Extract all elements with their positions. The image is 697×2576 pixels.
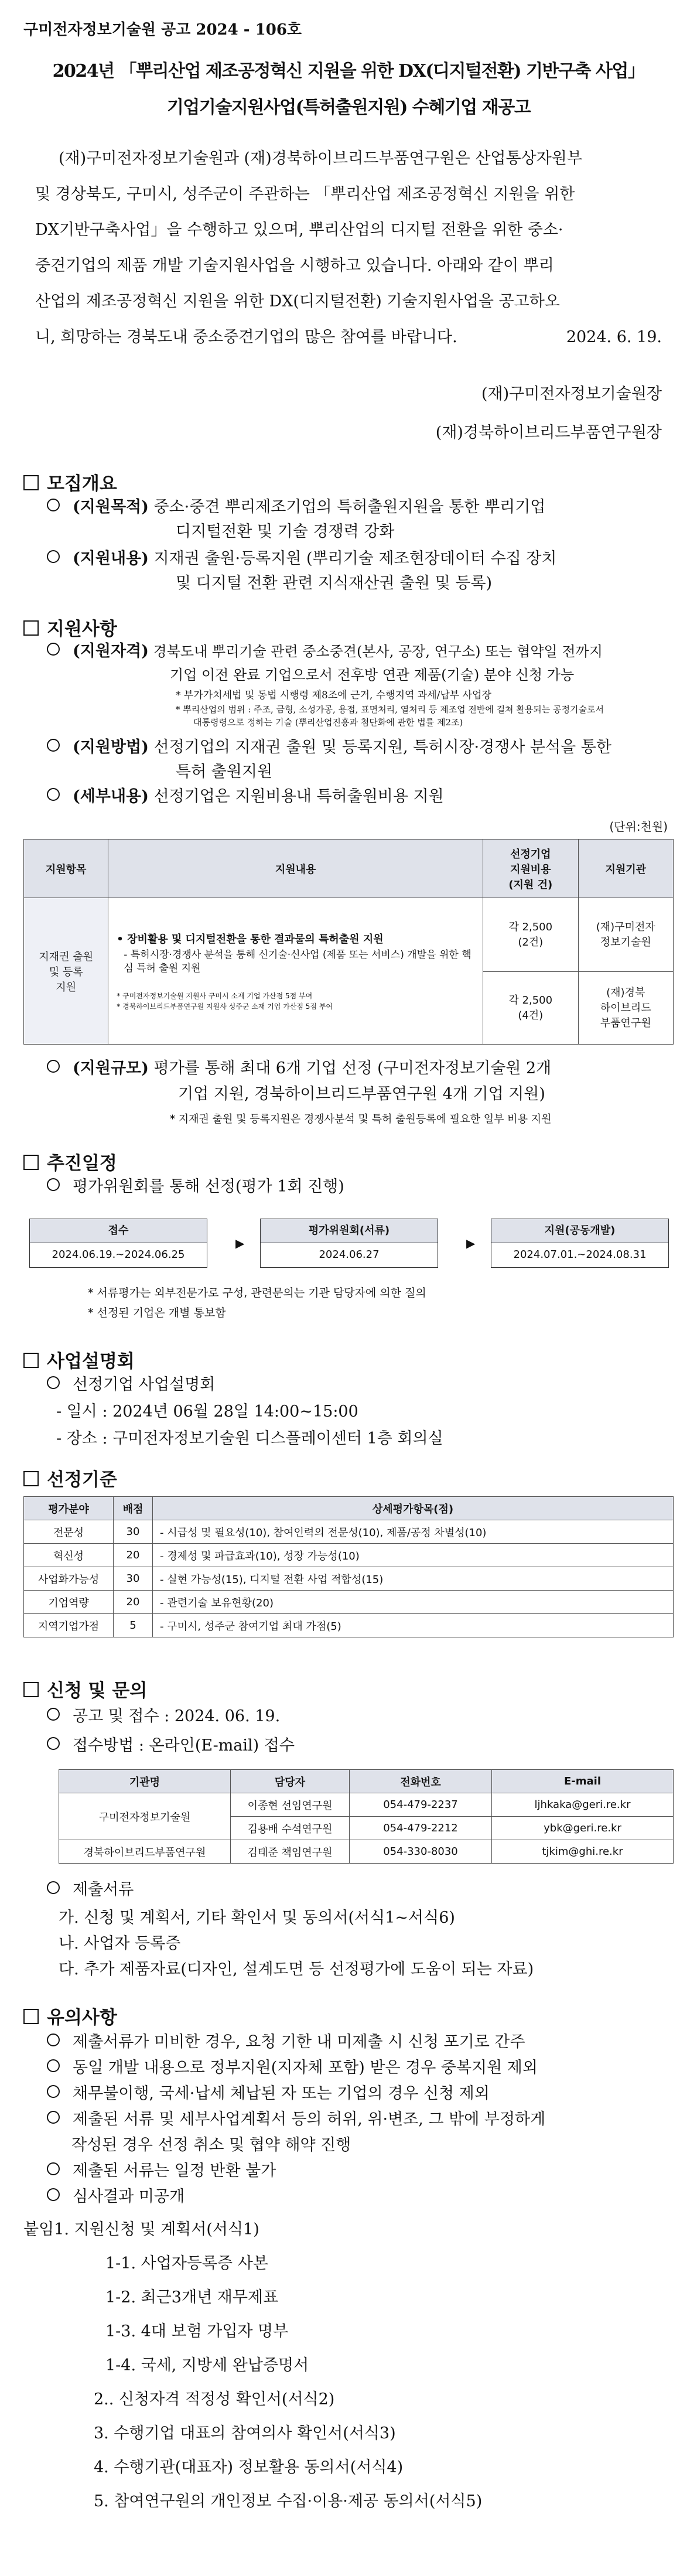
table-header: 지원기관 (578, 840, 674, 898)
caution-item: 제출서류가 미비한 경우, 요청 기한 내 미제출 시 신청 포기로 간주 (47, 2032, 525, 2053)
section-briefing-heading: 사업설명회 (23, 1346, 135, 1373)
circle-bullet-icon (47, 2033, 60, 2046)
checkbox-icon (23, 1353, 39, 1368)
checkbox-icon (23, 475, 39, 490)
support-eligibility-cont: 기업 이전 완료 기업으로서 전후방 연관 제품(기술) 분야 신청 가능 (170, 667, 575, 683)
circle-bullet-icon (47, 550, 60, 563)
attachment-item: 2.. 신청자격 적정성 확인서(서식2) (94, 2390, 335, 2408)
section-support-heading: 지원사항 (23, 614, 117, 640)
notice-number: 구미전자정보기술원 공고 2024 - 106호 (23, 21, 302, 39)
contacts-table (59, 1769, 674, 1864)
title-line-2: 기업기술지원사업(특허출원지원) 수혜기업 재공고 (166, 97, 531, 118)
apply-method: 접수방법 : 온라인(E-mail) 접수 (47, 1735, 295, 1756)
circle-bullet-icon (47, 1708, 60, 1721)
table-row: 기업역량 20 - 관련기술 보유현황(20) (24, 1591, 674, 1614)
table-row: 사업화가능성 30 - 실현 가능성(15), 디지털 전환 사업 적합성(15) (24, 1567, 674, 1591)
intro-line: 산업의 제조공정혁신 지원을 위한 DX(디지털전환) 기술지원사업을 공고하오 (35, 292, 560, 311)
section-apply-heading: 신청 및 문의 (23, 1676, 147, 1702)
table-cell-item: 지재권 출원 및 등록 지원 (24, 898, 108, 1045)
support-method: (지원방법) 선정기업의 지재권 출원 및 등록지원, 특허시장·경쟁사 분석을 통한 (47, 737, 611, 758)
caution-item: 제출된 서류는 일정 반환 불가 (47, 2161, 276, 2182)
overview-content-cont: 및 디지털 전환 관련 지식재산권 출원 및 등록) (176, 574, 493, 592)
circle-bullet-icon (47, 2188, 60, 2201)
table-row: 혁신성 20 - 경제성 및 파급효과(10), 성장 가능성(10) (24, 1544, 674, 1567)
caution-item: 채무불이행, 국세·납세 체납된 자 또는 기업의 경우 신청 제외 (47, 2083, 490, 2104)
signer-geri: (재)구미전자정보기술원장 (481, 385, 662, 403)
title-line-1: 2024년 「뿌리산업 제조공정혁신 지원을 위한 DX(디지털전환) 기반구축 사업」 (52, 61, 645, 81)
caution-item: 심사결과 미공개 (47, 2186, 184, 2207)
email-link[interactable]: ljhkaka@geri.re.kr (492, 1793, 674, 1817)
table-header: 상세평가항목(점) (153, 1497, 674, 1520)
circle-bullet-icon (47, 739, 60, 752)
table-row: 김용배 수석연구원 054-479-2212 ybk@geri.re.kr (59, 1817, 674, 1840)
intro-line: DX기반구축사업」을 수행하고 있으며, 뿌리산업의 디지털 전환을 위한 중소· (35, 221, 563, 239)
table-row: 경북하이브리드부품연구원 김태준 책임연구원 054-330-8030 tjkim@ghi.re.kr (59, 1840, 674, 1864)
overview-purpose: (지원목적) 중소·중견 뿌리제조기업의 특허출원지원을 통한 뿌리기업 (47, 497, 545, 518)
apply-doc: 가. 신청 및 계획서, 기타 확인서 및 동의서(서식1~서식6) (59, 1909, 455, 1927)
support-table (23, 839, 674, 1045)
attachment-item: 4. 수행기관(대표자) 정보활용 동의서(서식4) (94, 2458, 404, 2476)
support-detail: (세부내용) 선정기업은 지원비용내 특허출원비용 지원 (47, 786, 444, 807)
table-header: 지원항목 (24, 840, 108, 898)
scale-note: * 지재권 출원 및 등록지원은 경쟁사분석 및 특허 출원등록에 필요한 일부 비용 지원 (170, 1113, 552, 1125)
schedule-note: * 서류평가는 외부전문가로 구성, 관련문의는 기관 담당자에 의한 질의 (88, 1287, 426, 1299)
support-scale-cont: 기업 지원, 경북하이브리드부품연구원 4개 기업 지원) (178, 1085, 545, 1103)
arrow-right-icon: ▶ (466, 1236, 476, 1250)
schedule-step-evaluation: 평가위원회(서류) 2024.06.27 (260, 1219, 438, 1268)
signer-ghi: (재)경북하이브리드부품연구원장 (435, 424, 662, 442)
briefing-line: 선정기업 사업설명회 (47, 1374, 215, 1396)
table-cell-content: • 장비활용 및 디지털전환을 통한 결과물의 특허출원 지원 - 특허시장·경쟁사 분석을 통해 신기술·신사업 (제품 또는 서비스) 개발을 위한 핵심 특허 출원 지원 * 구미전자정보기술원 지원사 구미시 소재 기업 가산점 5점 부여 * 경북하이브리드부품연구원 지원사 성주군 소재 기업 가산점 5점 부여 (108, 898, 483, 1045)
schedule-step-receipt: 접수 2024.06.19.~2024.06.25 (29, 1219, 207, 1268)
fine-note: * 뿌리산업의 범위 : 주조, 금형, 소성가공, 용접, 표면처리, 열처리 등 제조업 전반에 걸쳐 활용되는 공정기술로서 (176, 704, 604, 715)
circle-bullet-icon (47, 788, 60, 801)
table-header: E-mail (492, 1770, 674, 1793)
circle-bullet-icon (47, 499, 60, 511)
table-row: 전문성 30 - 시급성 및 필요성(10), 참여인력의 전문성(10), 제품/공정 차별성(10) (24, 1520, 674, 1544)
email-link[interactable]: tjkim@ghi.re.kr (492, 1840, 674, 1864)
attachment-item: 붙임1. 지원신청 및 계획서(서식1) (23, 2220, 259, 2239)
unit-label: (단위:천원) (609, 820, 668, 834)
table-row: 지역기업가점 5 - 구미시, 성주군 참여기업 최대 가점(5) (24, 1614, 674, 1637)
table-header: 선정기업 지원비용 (지원 건) (483, 840, 578, 898)
checkbox-icon (23, 1471, 39, 1486)
circle-bullet-icon (47, 1178, 60, 1191)
checkbox-icon (23, 1155, 39, 1170)
apply-date: 공고 및 접수 : 2024. 06. 19. (47, 1706, 280, 1727)
briefing-location: - 장소 : 구미전자정보기술원 디스플레이센터 1층 회의실 (56, 1429, 443, 1448)
support-eligibility: (지원자격) 경북도내 뿌리기술 관련 중소중견(본사, 공장, 연구소) 또는 협약일 전까지 (47, 641, 603, 662)
section-schedule-heading: 추진일정 (23, 1148, 117, 1175)
attachment-item: 1-4. 국세, 지방세 완납증명서 (105, 2356, 309, 2374)
support-scale: (지원규모) 평가를 통해 최대 6개 기업 선정 (구미전자정보기술원 2개 (47, 1058, 551, 1079)
circle-bullet-icon (47, 2059, 60, 2072)
table-header: 담당자 (231, 1770, 350, 1793)
section-cautions-heading: 유의사항 (23, 2002, 117, 2029)
checkbox-icon (23, 620, 39, 636)
overview-purpose-cont: 디지털전환 및 기술 경쟁력 강화 (176, 523, 395, 541)
intro-paragraph (35, 141, 674, 355)
table-header: 평가분야 (24, 1497, 114, 1520)
section-overview-heading: 모집개요 (23, 469, 117, 495)
announcement-date: 2024. 6. 19. (566, 328, 662, 346)
schedule-step-support: 지원(공동개발) 2024.07.01.~2024.08.31 (491, 1219, 669, 1268)
intro-line: (재)구미전자정보기술원과 (재)경북하이브리드부품연구원은 산업통상자원부 (59, 149, 582, 168)
apply-doc: 나. 사업자 등록증 (59, 1934, 181, 1953)
checkbox-icon (23, 2009, 39, 2024)
attachment-item: 5. 참여연구원의 개인정보 수집·이용·제공 동의서(서식5) (94, 2492, 483, 2510)
table-cell-cost: 각 2,500 (2건) (483, 898, 578, 972)
apply-doc: 다. 추가 제품자료(디자인, 설계도면 등 선정평가에 도움이 되는 자료) (59, 1960, 534, 1978)
attachment-item: 1-2. 최근3개년 재무제표 (105, 2288, 279, 2307)
schedule-note: * 선정된 기업은 개별 통보함 (88, 1306, 226, 1319)
caution-item-cont: 작성된 경우 선정 취소 및 협약 해약 진행 (71, 2136, 351, 2154)
circle-bullet-icon (47, 1881, 60, 1894)
intro-line: 중견기업의 제품 개발 기술지원사업을 시행하고 있습니다. 아래와 같이 뿌리 (35, 257, 554, 275)
circle-bullet-icon (47, 2111, 60, 2124)
checkbox-icon (23, 1682, 39, 1697)
briefing-datetime: - 일시 : 2024년 06월 28일 14:00~15:00 (56, 1403, 358, 1421)
table-header: 전화번호 (350, 1770, 492, 1793)
circle-bullet-icon (47, 2085, 60, 2098)
apply-docs-label: 제출서류 (47, 1879, 134, 1901)
circle-bullet-icon (47, 2162, 60, 2175)
criteria-table (23, 1496, 674, 1637)
schedule-line: 평가위원회를 통해 선정(평가 1회 진행) (47, 1176, 344, 1197)
arrow-right-icon: ▶ (235, 1236, 245, 1250)
attachment-item: 1-1. 사업자등록증 사본 (105, 2254, 268, 2273)
attachment-item: 1-3. 4대 보험 가입자 명부 (105, 2322, 289, 2340)
circle-bullet-icon (47, 1060, 60, 1073)
support-method-cont: 특허 출원지원 (176, 763, 273, 781)
circle-bullet-icon (47, 1376, 60, 1389)
fine-note: 대통령령으로 정하는 기술 (뿌리산업진흥과 첨단화에 관한 법률 제2조) (193, 717, 463, 728)
table-row: 구미전자정보기술원 이종현 선임연구원 054-479-2237 ljhkaka@geri.re.kr (59, 1793, 674, 1817)
table-header: 기관명 (59, 1770, 231, 1793)
fine-note: * 부가가치세법 및 동법 시행령 제8조에 근거, 수행지역 과세/납부 사업장 (176, 690, 491, 701)
table-cell-org: (재)구미전자 정보기술원 (578, 898, 674, 972)
section-criteria-heading: 선정기준 (23, 1465, 117, 1491)
email-link[interactable]: ybk@geri.re.kr (492, 1817, 674, 1840)
table-cell-cost: 각 2,500 (4건) (483, 972, 578, 1045)
attachment-item: 3. 수행기업 대표의 참여의사 확인서(서식3) (94, 2424, 396, 2442)
table-cell-org: (재)경북 하이브리드 부품연구원 (578, 972, 674, 1045)
overview-content: (지원내용) 지재권 출원·등록지원 (뿌리기술 제조현장데이터 수집 장치 (47, 548, 556, 569)
intro-line: 니, 희망하는 경북도내 중소중견기업의 많은 참여를 바랍니다. (35, 328, 457, 346)
circle-bullet-icon (47, 643, 60, 656)
circle-bullet-icon (47, 1737, 60, 1750)
table-header: 배점 (114, 1497, 153, 1520)
table-header: 지원내용 (108, 840, 483, 898)
caution-item: 동일 개발 내용으로 정부지원(지자체 포함) 받은 경우 중복지원 제외 (47, 2058, 538, 2079)
caution-item: 제출된 서류 및 세부사업계획서 등의 허위, 위·변조, 그 밖에 부정하게 (47, 2109, 545, 2130)
intro-line: 및 경상북도, 구미시, 성주군이 주관하는 「뿌리산업 제조공정혁신 지원을 위한 (35, 185, 575, 203)
